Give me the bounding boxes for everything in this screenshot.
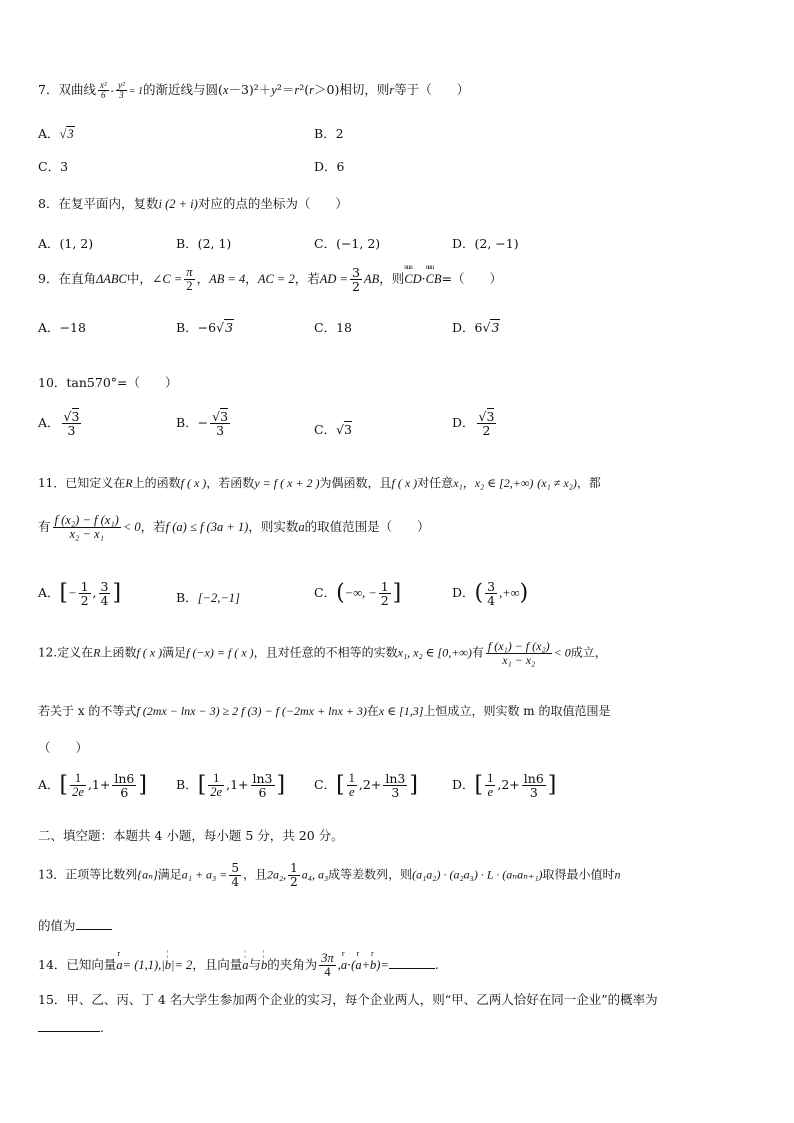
q10-option-c[interactable]: C．√3 [314,422,352,437]
question-12-line-1: 12.定义在R上函数f ( x )满足f (−x) = f ( x )，且对任意的不相等的实数x₁, x₂ ∈ [0,+∞)有 $\frac{\text{f (x₁) − f (x₂)}}{\text{x₁ − x₂}}$ < 0成立， [38,639,607,667]
q8-option-d[interactable]: D．(2, −1) [452,236,519,251]
question-12-line-3: （ ） [38,740,89,755]
q8-option-c[interactable]: C．(−1, 2) [314,236,381,251]
q9-option-b[interactable]: B．−6√3 [176,320,234,335]
q10-option-d[interactable]: D． $\frac{√3}{2}$ [452,409,495,439]
question-9: 9．在直角ΔABC中，∠C = $\frac{\pi}{2}$ ，AB = 4，AC = 2，若AD = $\frac{3}{2}$ AB，则uuu CD·uuu CB=（ ） [38,266,502,293]
question-12-line-2: 若关于 x 的不等式f (2mx − lnx − 3) ≥ 2 f (3) − f (−2mx + lnx + 3)在x ∈ [1,3]上恒成立，则实数 m 的取值范围是 [38,704,611,718]
q7-option-c[interactable]: C．3 [38,159,69,174]
q8-option-a[interactable]: A．(1, 2) [38,236,94,251]
q10-option-b[interactable]: B．− $\frac{√3}{3}$ [176,409,229,439]
question-14: 14．已知向量r a= (1,1),|¦ b|= 2，且向量¦ a与¦ b的夹角为 $\frac{3\pi}{4}$ ,r a·(r a+r b)= . [38,952,439,979]
q11-fraction: $\frac{\text{f (x₂) − f (x₁)}}{\text{x₂ − x₁}}$ [54,513,119,542]
q7-option-d[interactable]: D．6 [314,159,345,174]
q8-expression: i (2 + i) [158,197,198,211]
q7-fraction-x: $\frac{\text{x²}}{6}$ [99,79,107,100]
question-10: 10．tan570°=（ ） [38,375,178,390]
q12-option-a[interactable]: A．[ $\frac{1}{2e}$ ,1+ $\frac{\ln 6}{6}$ ] [38,771,147,801]
q11-option-a[interactable]: A．[− $\frac{1}{2}$ , $\frac{3}{4}$ ] [38,579,122,609]
vector-cb: uuu CB [426,272,442,287]
question-15-line-2: . [38,1020,104,1035]
q13-answer-blank[interactable] [76,929,112,930]
q7-suffix: 等于（ ） [394,82,470,97]
q9-three-halves: $\frac{3}{2}$ [351,265,360,295]
q12-option-c[interactable]: C．[ $\frac{1}{e}$ ,2+ $\frac{\ln 3}{3}$ ] [314,771,418,801]
q7-middle: 的渐近线与圆( [143,82,223,97]
q15-answer-blank[interactable] [38,1031,100,1032]
question-11-line-1: 11．已知定义在R上的函数f ( x )，若函数y = f ( x + 2 )为偶函数，且f ( x )对任意x₁，x₂ ∈ [2,+∞) (x₁ ≠ x₂)，都 [38,476,601,490]
q11-option-b[interactable]: B．[−2,−1] [176,590,240,605]
q9-option-c[interactable]: C．18 [314,320,352,335]
q12-option-d[interactable]: D．[ $\frac{1}{e}$ ,2+ $\frac{\ln 6}{3}$ ] [452,771,557,801]
q8-option-b[interactable]: B．(2, 1) [176,236,232,251]
question-13-line-2: 的值为 [38,916,112,934]
q9-option-a[interactable]: A．−18 [38,320,86,335]
question-15-line-1: 15．甲、乙、丙、丁 4 名大学生参加两个企业的实习，每个企业两人，则“甲、乙两人恰好在同一企业”的概率为 [38,992,658,1007]
q7-option-a[interactable]: A．√3 [38,126,74,141]
q7-option-b[interactable]: B．2 [314,126,344,141]
q9-pi-over-2: $\frac{\pi}{2}$ [186,265,193,294]
q11-option-c[interactable]: C．(−∞, − $\frac{1}{2}$ ] [314,579,402,609]
question-11-line-2: 有 $\frac{\text{f (x₂) − f (x₁)}}{\text{x₂ − x₁}}$ < 0，若f (a) ≤ f (3a + 1)，则实数a的取值范围是（ ） [38,513,430,542]
q12-option-b[interactable]: B．[ $\frac{1}{2e}$ ,1+ $\frac{\ln 3}{6}$ ] [176,771,286,801]
q7-prefix: 7．双曲线 [38,82,96,97]
q9-option-d[interactable]: D．6√3 [452,320,500,335]
vector-cd: uuu CD [404,272,421,287]
q12-fraction: $\frac{\text{f (x₁) − f (x₂)}}{\text{x₁ − x₂}}$ [487,639,550,667]
q10-option-a[interactable]: A． $\frac{√3}{3}$ [38,409,80,439]
question-7: 7．双曲线 $\frac{\text{x²}}{6}$ - $\frac{\text{y²}}{3}$ = 1的渐近线与圆(x－3)²＋y²＝r²(r＞0)相切，则r等于（ ） [38,79,470,100]
question-13-line-1: 13．正项等比数列{aₙ}满足a₁ + a₃ = $\frac{5}{4}$ ，且2a₂, $\frac{1}{2}$ a₄, a₃成等差数列，则(a₁a₂) · (a₂a₃) · L · (aₙaₙ₊₁)取得最小值时n [38,861,621,889]
vector-b: ¦ b [165,958,171,973]
q11-option-d[interactable]: D．( $\frac{3}{4}$ ,+∞) [452,579,529,609]
q14-answer-blank[interactable] [389,968,435,969]
question-8: 8．在复平面内，复数i (2 + i)对应的点的坐标为（ ） [38,196,348,211]
q7-fraction-y: $\frac{\text{y²}}{3}$ [118,79,125,100]
section-2-heading: 二、填空题：本题共 4 小题，每小题 5 分，共 20 分。 [38,828,344,843]
vector-a: r a [116,958,122,973]
